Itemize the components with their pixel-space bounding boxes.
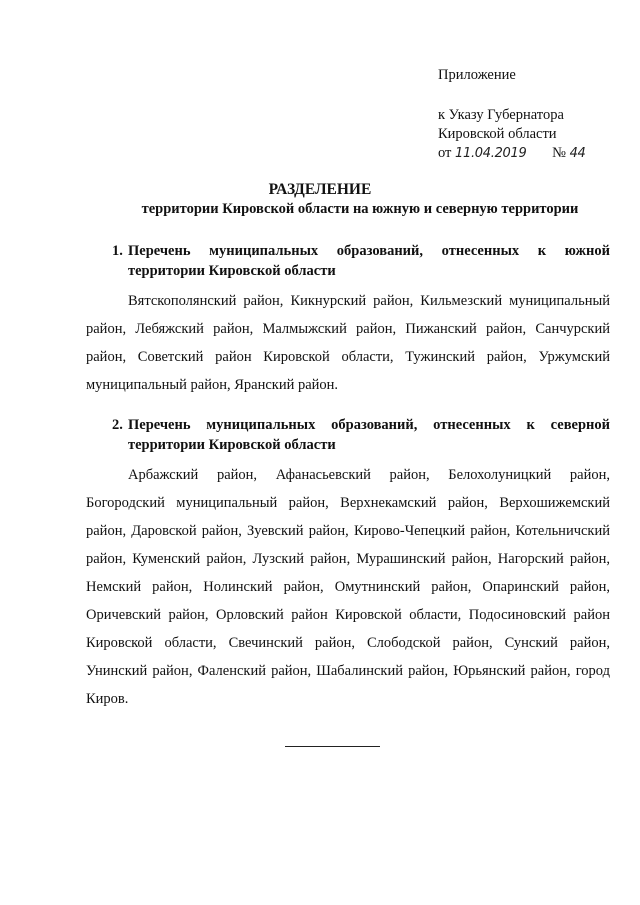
closing-rule	[285, 746, 380, 747]
decree-ref-line2: Кировской области	[438, 126, 557, 142]
handwritten-number: 44	[569, 146, 586, 161]
section-1-heading-line1: Перечень муниципальных образований, отнесенных к южной	[128, 243, 610, 259]
section-1-heading-line2: территории Кировской области	[128, 263, 336, 279]
decree-date-line	[438, 144, 586, 163]
section-1-number: 1.	[112, 243, 123, 259]
document-subtitle: территории Кировской области на южную и северную территории	[141, 201, 579, 217]
section-2-heading-line2: территории Кировской области	[128, 437, 336, 453]
number-label: №	[552, 145, 566, 161]
section-2-heading-line1: Перечень муниципальных образований, отнесенных к северной	[128, 417, 610, 433]
section-2-body: Арбажский район, Афанасьевский район, Белохолуницкий район, Богородский муниципальный район, Верхнекамский район, Верхошижемский район, Даровской район, Зуевский район, Кирово-Чепецкий район, Котельничский район, Куменский район, Лузский район, Мурашинский район, Нагорский район, Немский район, Нолинский район, Омутнинский район, Опаринский район, Оричевский район, Орловский район Кировской области, Подосиновский район Кировской области, Свечинский район, Слободской район, Сунский район, Унинский район, Фаленский район, Шабалинский район, Юрьянский район, город Киров.	[86, 467, 610, 707]
section-1-heading	[112, 241, 610, 281]
handwritten-date: 11.04.2019	[455, 146, 527, 161]
date-prefix: от	[438, 145, 452, 161]
section-2-number: 2.	[112, 417, 123, 433]
appendix-label: Приложение	[438, 67, 516, 83]
decree-ref-line1: к Указу Губернатора	[438, 107, 564, 123]
decree-reference	[438, 106, 586, 163]
section-2-heading	[112, 415, 610, 455]
section-1-body: Вятскополянский район, Кикнурский район, Кильмезский муниципальный район, Лебяжский район, Малмыжский район, Пижанский район, Санчурский район, Советский район Кировской области, Тужинский район, Уржумский муниципальный район, Яранский район.	[86, 293, 610, 393]
document-title: РАЗДЕЛЕНИЕ	[268, 181, 372, 198]
